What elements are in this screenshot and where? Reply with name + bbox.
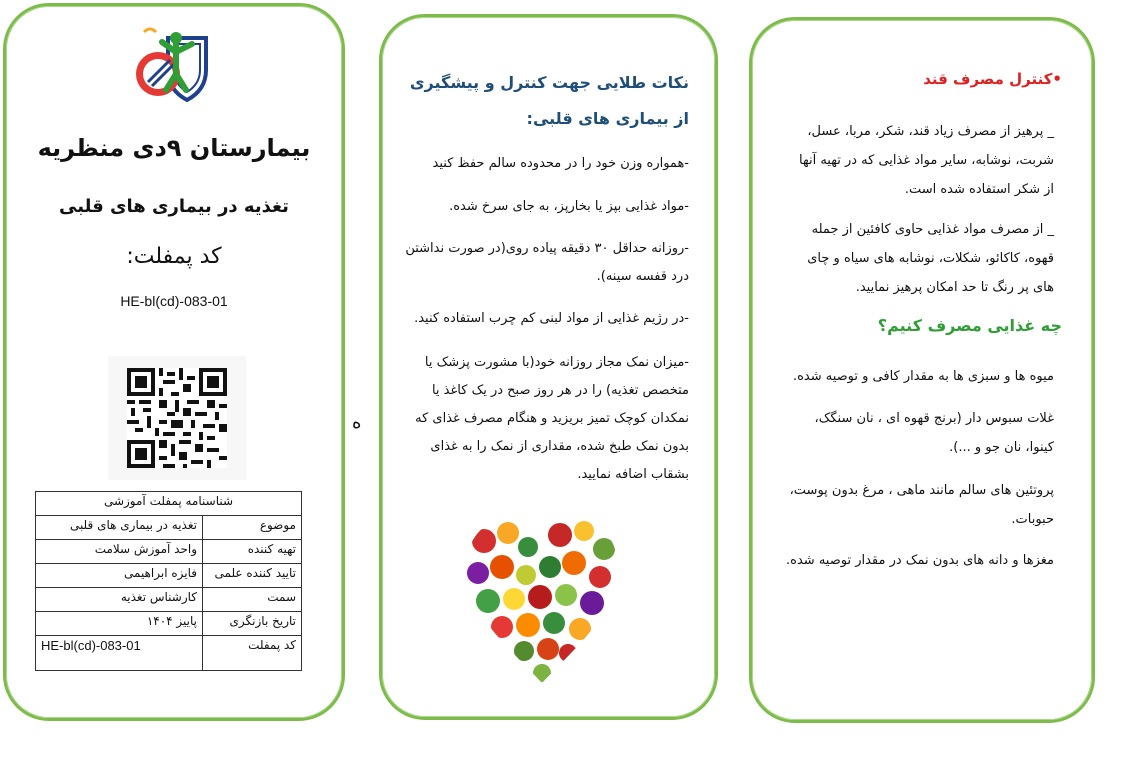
table-cell-value: تغذیه در بیماری های قلبی (36, 516, 203, 540)
vegetable-heart-icon (462, 511, 622, 687)
sugar-paragraph: _ از مصرف مواد غذایی حاوی کافئین از جمله قهوه، کاکائو، شکلات، نوشابه های سیاه و چای های پر رنگ تا حد امکان پرهیز نمایید. (807, 222, 1054, 295)
tips-title: نکات طلایی جهت کنترل و پیشگیری از بیماری های قلبی: (409, 73, 689, 128)
table-cell-value: فایزه ابراهیمی (36, 564, 203, 588)
tip-item: -روزانه حداقل ۳۰ دقیقه پیاده روی(در صورت نداشتن درد قفسه سینه). (405, 241, 689, 284)
table-header-row (36, 492, 302, 516)
qr-code-icon (108, 356, 246, 480)
table-header: شناسنامه پمفلت آموزشی (36, 492, 302, 516)
table-row (36, 612, 302, 636)
sugar-paragraph: _ پرهیز از مصرف زیاد قند، شکر، مربا، عسل، شربت، نوشابه، سایر مواد غذایی که در تهیه آنها از شکر استفاده شده است. (799, 124, 1054, 197)
food-item: پروتئین های سالم مانند ماهی ، مرغ بدون پوست، حبوبات. (789, 483, 1054, 527)
tip-item: -همواره وزن خود را در محدوده سالم حفظ کنید (432, 156, 689, 171)
brochure-title: تغذیه در بیماری های قلبی (59, 196, 289, 217)
tip-item: -میزان نمک مجاز روزانه خود(با مشورت پزشک یا متخصص تغذیه) را در هر روز صبح در یک کاغذ یا نمکدان کوچک تمیز بریزید و هنگام مصرف غذای که بدون نمک طبخ شده، مقداری از نمک را به غذای بشقاب اضافه نمایید. (415, 355, 689, 482)
table-cell-label: تهیه کننده (203, 540, 302, 564)
food-item: میوه ها و سبزی ها به مقدار کافی و توصیه شده. (792, 369, 1054, 384)
table-cell-value: پاییز ۱۴۰۴ (36, 612, 203, 636)
stray-character: ه (352, 412, 362, 433)
table-row (36, 636, 302, 671)
table-row (36, 588, 302, 612)
pamphlet-code-value: HE-bl(cd)-083-01 (120, 293, 228, 309)
nutrition-panel (749, 17, 1095, 723)
pamphlet-code-label: کد پمفلت: (126, 244, 222, 269)
table-row (36, 516, 302, 540)
hospital-education-logo-icon (132, 24, 216, 104)
table-cell-label: سمت (203, 588, 302, 612)
table-cell-label: تایید کننده علمی (203, 564, 302, 588)
table-row (36, 540, 302, 564)
food-item: غلات سبوس دار (برنج قهوه ای ، نان سنگک، کینوا، نان جو و ...). (814, 411, 1054, 455)
table-cell-label: کد پمفلت (203, 636, 302, 671)
table-cell-label: تاریخ بازنگری (203, 612, 302, 636)
what-to-eat-heading: چه غذایی مصرف کنیم؟ (877, 316, 1062, 335)
table-cell-value: HE-bl(cd)-083-01 (36, 636, 203, 671)
sugar-control-heading: •کنترل مصرف قند (923, 70, 1062, 88)
hospital-name: بیمارستان ۹دی منظریه (37, 134, 311, 162)
food-item: مغزها و دانه های بدون نمک در مقدار توصیه شده. (786, 553, 1054, 568)
tip-item: -مواد غذایی بپز یا بخارپز، به جای سرخ شده. (449, 199, 689, 214)
tips-panel (379, 14, 718, 720)
pamphlet-id-table (35, 491, 302, 671)
table-row (36, 564, 302, 588)
table-cell-value: واحد آموزش سلامت (36, 540, 203, 564)
tip-item: -در رژیم غذایی از مواد لبنی کم چرب استفاده کنید. (414, 311, 689, 326)
cover-panel (3, 3, 345, 721)
table-cell-label: موضوع (203, 516, 302, 540)
table-cell-value: کارشناس تغذیه (36, 588, 203, 612)
